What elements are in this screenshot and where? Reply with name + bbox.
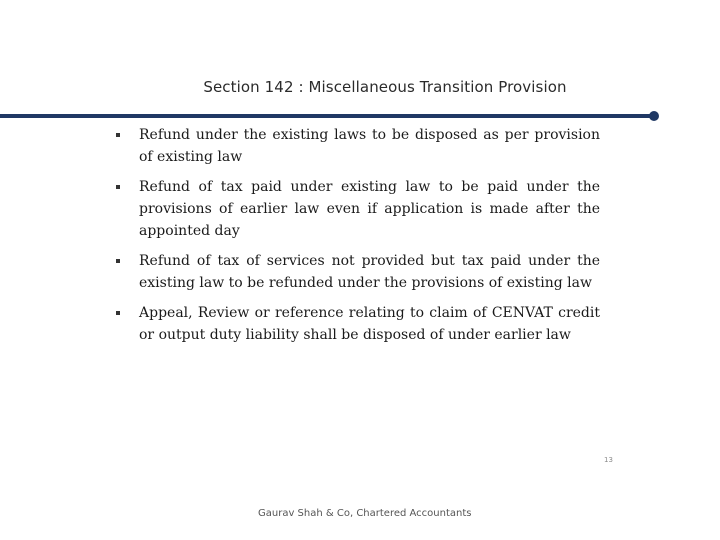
bullet-item (116, 250, 600, 294)
bullet-square-icon (116, 185, 120, 189)
bullet-text: Refund of tax paid under existing law to be paid under the provisions of earlier law even if application is made after the appointed day (139, 179, 600, 239)
footer-text: Gaurav Shah & Co, Chartered Accountants (258, 508, 472, 519)
bullet-text: Appeal, Review or reference relating to claim of CENVAT credit or output duty liability shall be disposed of under earlier law (139, 305, 600, 343)
bullet-text: Refund of tax of services not provided but tax paid under the existing law to be refunded under the provisions of existing law (139, 253, 600, 291)
bullet-item (116, 176, 600, 242)
bullet-square-icon (116, 133, 120, 137)
bullet-text: Refund under the existing laws to be disposed as per provision of existing law (139, 127, 600, 165)
bullet-square-icon (116, 259, 120, 263)
page-number: 13 (604, 456, 613, 464)
bullet-list (116, 124, 600, 354)
slide-title: Section 142 : Miscellaneous Transition Provision (203, 78, 567, 96)
title-divider (0, 114, 652, 118)
title-divider-end-dot (649, 111, 659, 121)
bullet-item (116, 302, 600, 346)
bullet-square-icon (116, 311, 120, 315)
bullet-item (116, 124, 600, 168)
